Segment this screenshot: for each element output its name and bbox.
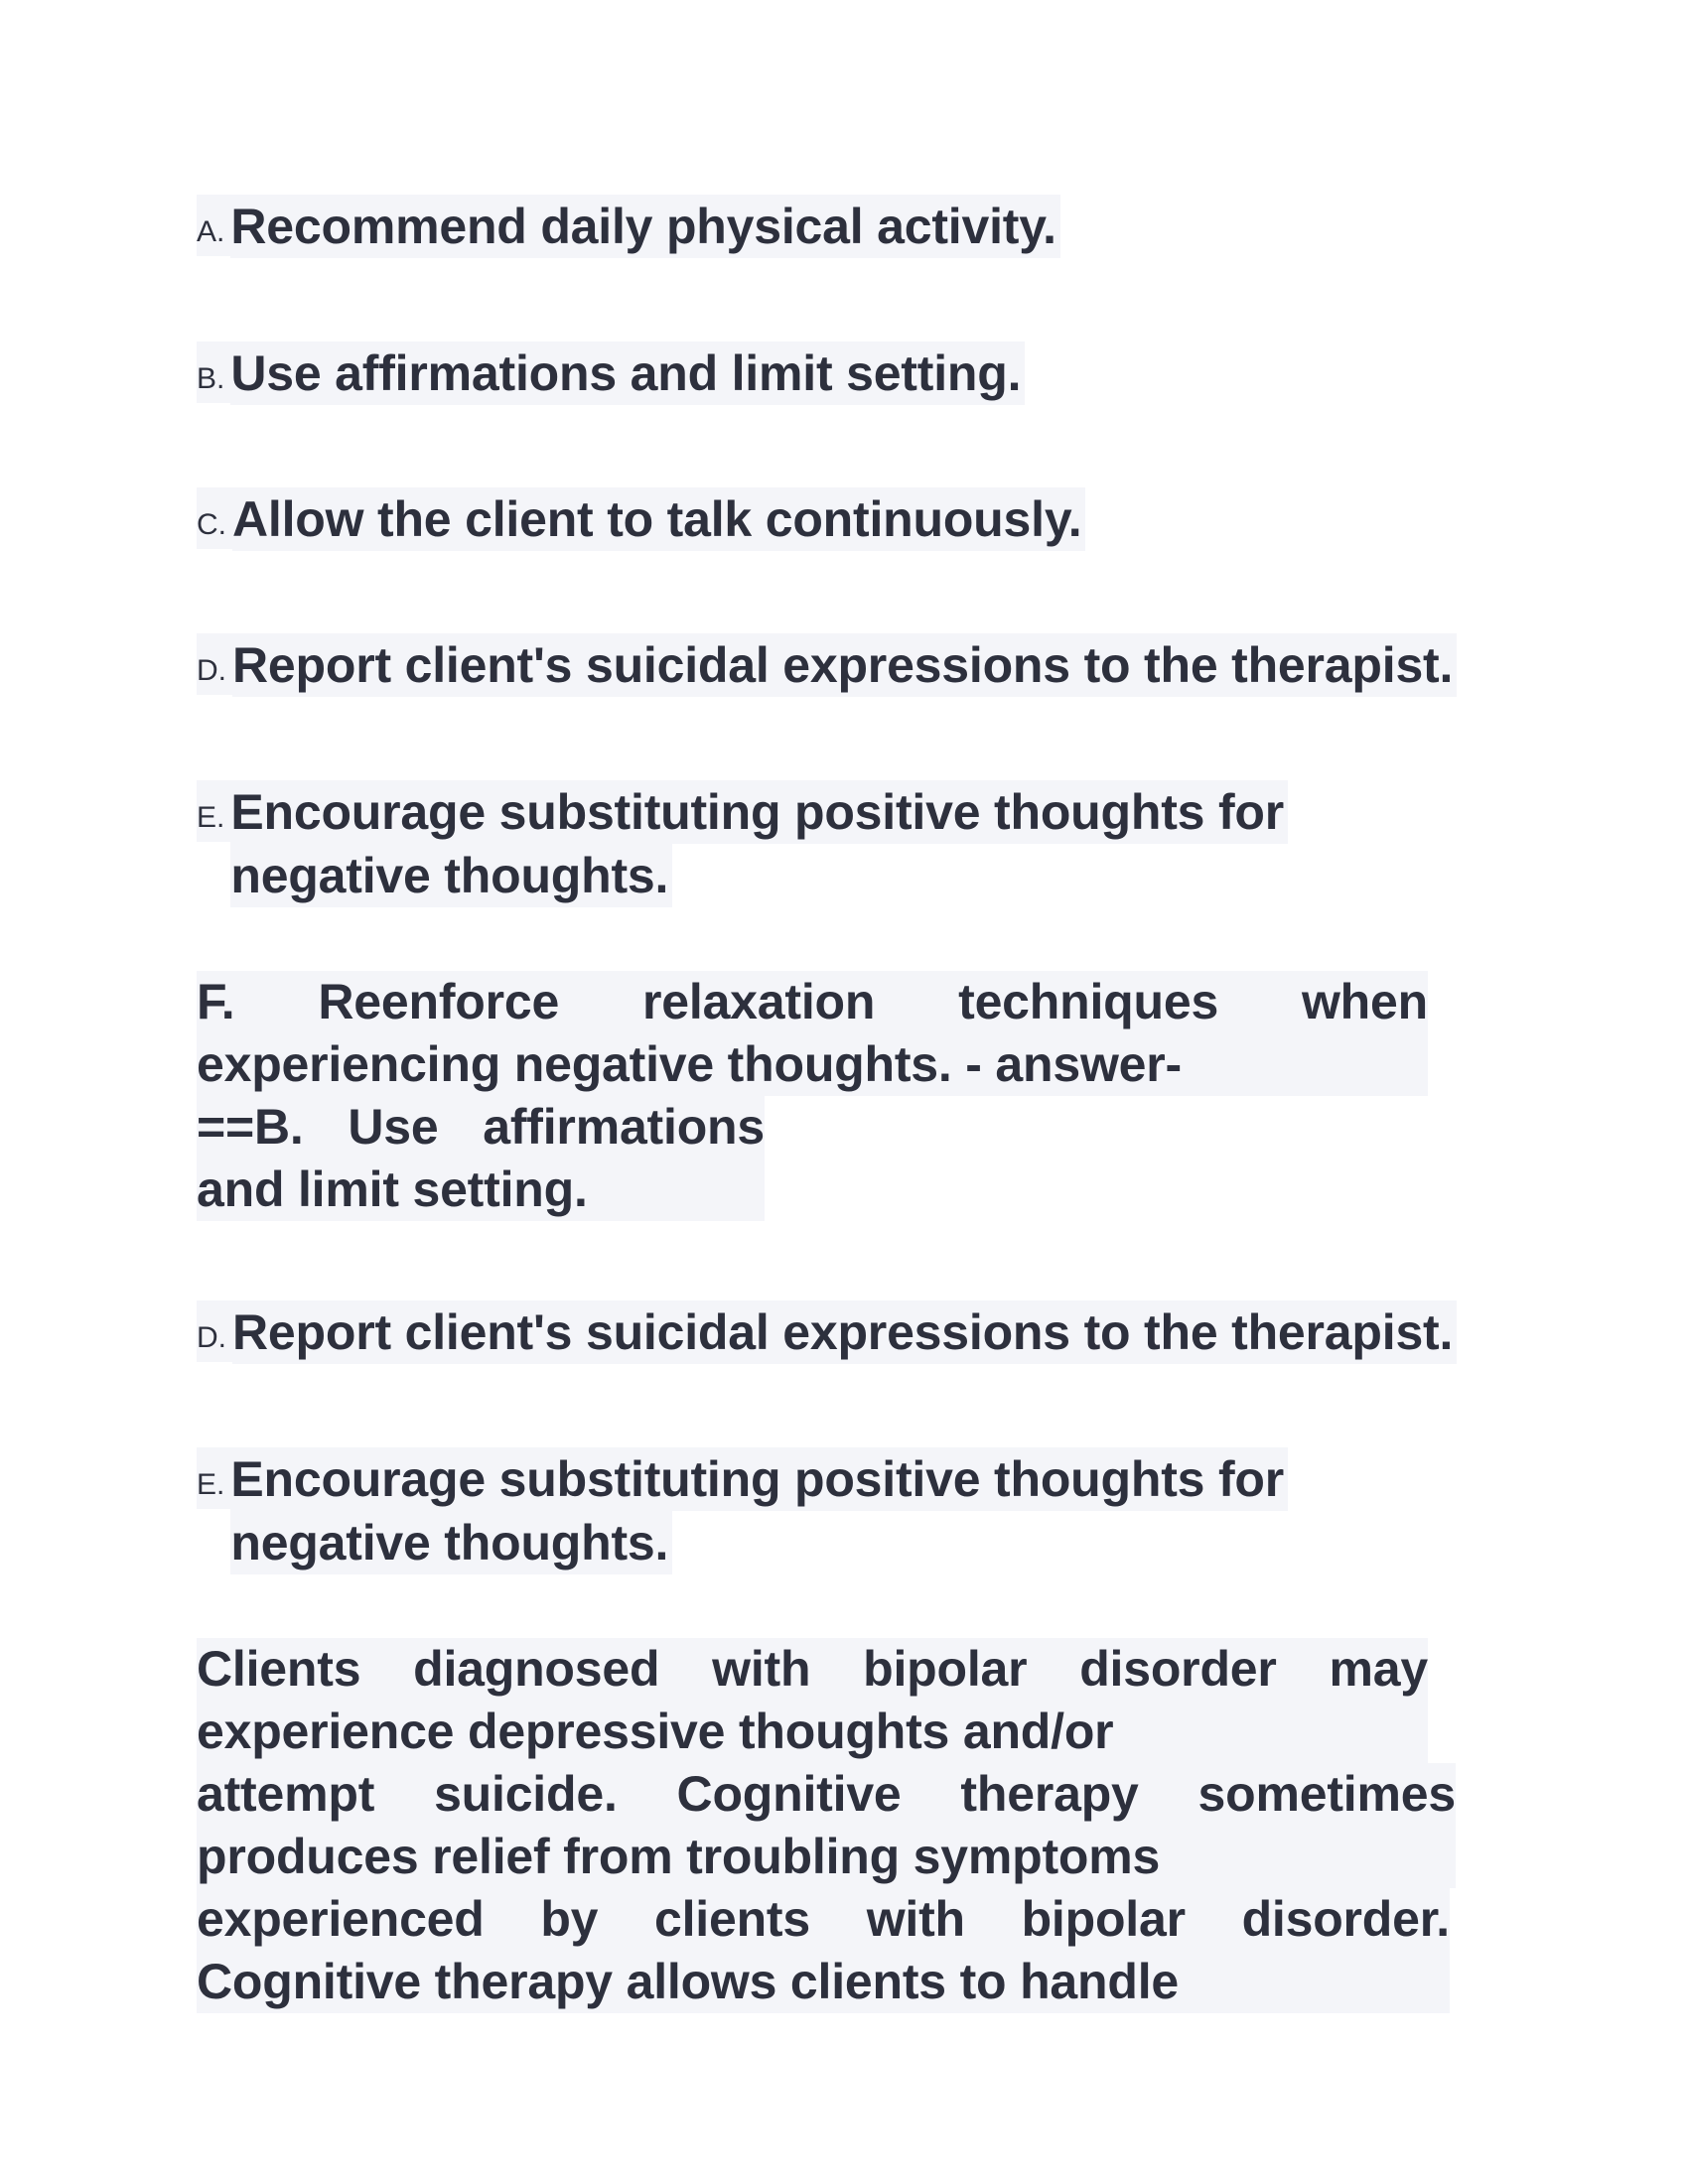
word: therapy <box>960 1766 1139 1822</box>
option-text <box>232 633 1457 697</box>
word: may <box>1329 1641 1428 1697</box>
word: with <box>712 1641 811 1697</box>
word: clients <box>653 1891 810 1947</box>
option-d-repeat <box>197 1300 1457 1364</box>
option-line: Allow the client to talk continuously. <box>232 487 1085 551</box>
option-e <box>197 780 1288 907</box>
rationale-line-4: produces relief from troubling symptoms <box>197 1826 1456 1888</box>
word: disorder. <box>1241 1891 1450 1947</box>
word: suicide. <box>434 1766 618 1822</box>
word: sometimes <box>1197 1766 1456 1822</box>
option-line: negative thoughts. <box>230 844 672 907</box>
option-f-line-1 <box>197 971 1428 1033</box>
option-letter: E. <box>197 780 230 842</box>
rationale-line-5 <box>197 1888 1450 1951</box>
option-text <box>230 341 1025 405</box>
option-text <box>230 195 1059 258</box>
option-line: Report client's suicidal expressions to the therapist. <box>232 1300 1457 1364</box>
option-line: Use affirmations and limit setting. <box>230 341 1025 405</box>
word: Clients <box>197 1641 361 1697</box>
rationale-line-1 <box>197 1638 1428 1701</box>
word: affirmations <box>483 1099 765 1155</box>
option-a <box>197 195 1060 258</box>
answer-line-1 <box>197 1096 765 1159</box>
option-letter: E. <box>197 1447 230 1509</box>
rationale-line-6: Cognitive therapy allows clients to handle <box>197 1951 1450 2013</box>
option-text <box>230 780 1288 907</box>
option-text <box>232 487 1085 551</box>
word: when <box>1301 974 1428 1029</box>
word: bipolar <box>1021 1891 1186 1947</box>
option-e-repeat <box>197 1447 1288 1574</box>
option-b <box>197 341 1025 405</box>
option-letter: C. <box>197 487 232 549</box>
option-letter: D. <box>197 1300 232 1362</box>
rationale-paragraph <box>197 1638 1456 2013</box>
option-line: negative thoughts. <box>230 1511 672 1574</box>
word: techniques <box>958 974 1219 1029</box>
option-line: Encourage substituting positive thoughts for <box>230 1447 1288 1511</box>
word: diagnosed <box>413 1641 660 1697</box>
option-text <box>230 1447 1288 1574</box>
word: by <box>540 1891 599 1947</box>
word: ==B. <box>197 1099 304 1155</box>
option-letter: A. <box>197 195 230 256</box>
word: disorder <box>1079 1641 1277 1697</box>
word: Use <box>348 1099 439 1155</box>
option-f-answer-block <box>197 971 1428 1221</box>
word: F. <box>197 974 235 1029</box>
option-line: Encourage substituting positive thoughts for <box>230 780 1288 844</box>
word: with <box>866 1891 965 1947</box>
word: Reenforce <box>318 974 560 1029</box>
option-line: Recommend daily physical activity. <box>230 195 1059 258</box>
option-text <box>232 1300 1457 1364</box>
option-line: Report client's suicidal expressions to the therapist. <box>232 633 1457 697</box>
option-letter: D. <box>197 633 232 695</box>
option-c <box>197 487 1085 551</box>
word: experienced <box>197 1891 485 1947</box>
rationale-line-3 <box>197 1763 1456 1826</box>
option-letter: B. <box>197 341 230 403</box>
option-d <box>197 633 1457 697</box>
rationale-line-2: experience depressive thoughts and/or <box>197 1701 1428 1763</box>
word: Cognitive <box>676 1766 902 1822</box>
word: bipolar <box>863 1641 1028 1697</box>
word: relaxation <box>642 974 876 1029</box>
option-f-line-2: experiencing negative thoughts. - answer- <box>197 1033 1428 1096</box>
answer-line-2: and limit setting. <box>197 1159 765 1221</box>
word: attempt <box>197 1766 375 1822</box>
